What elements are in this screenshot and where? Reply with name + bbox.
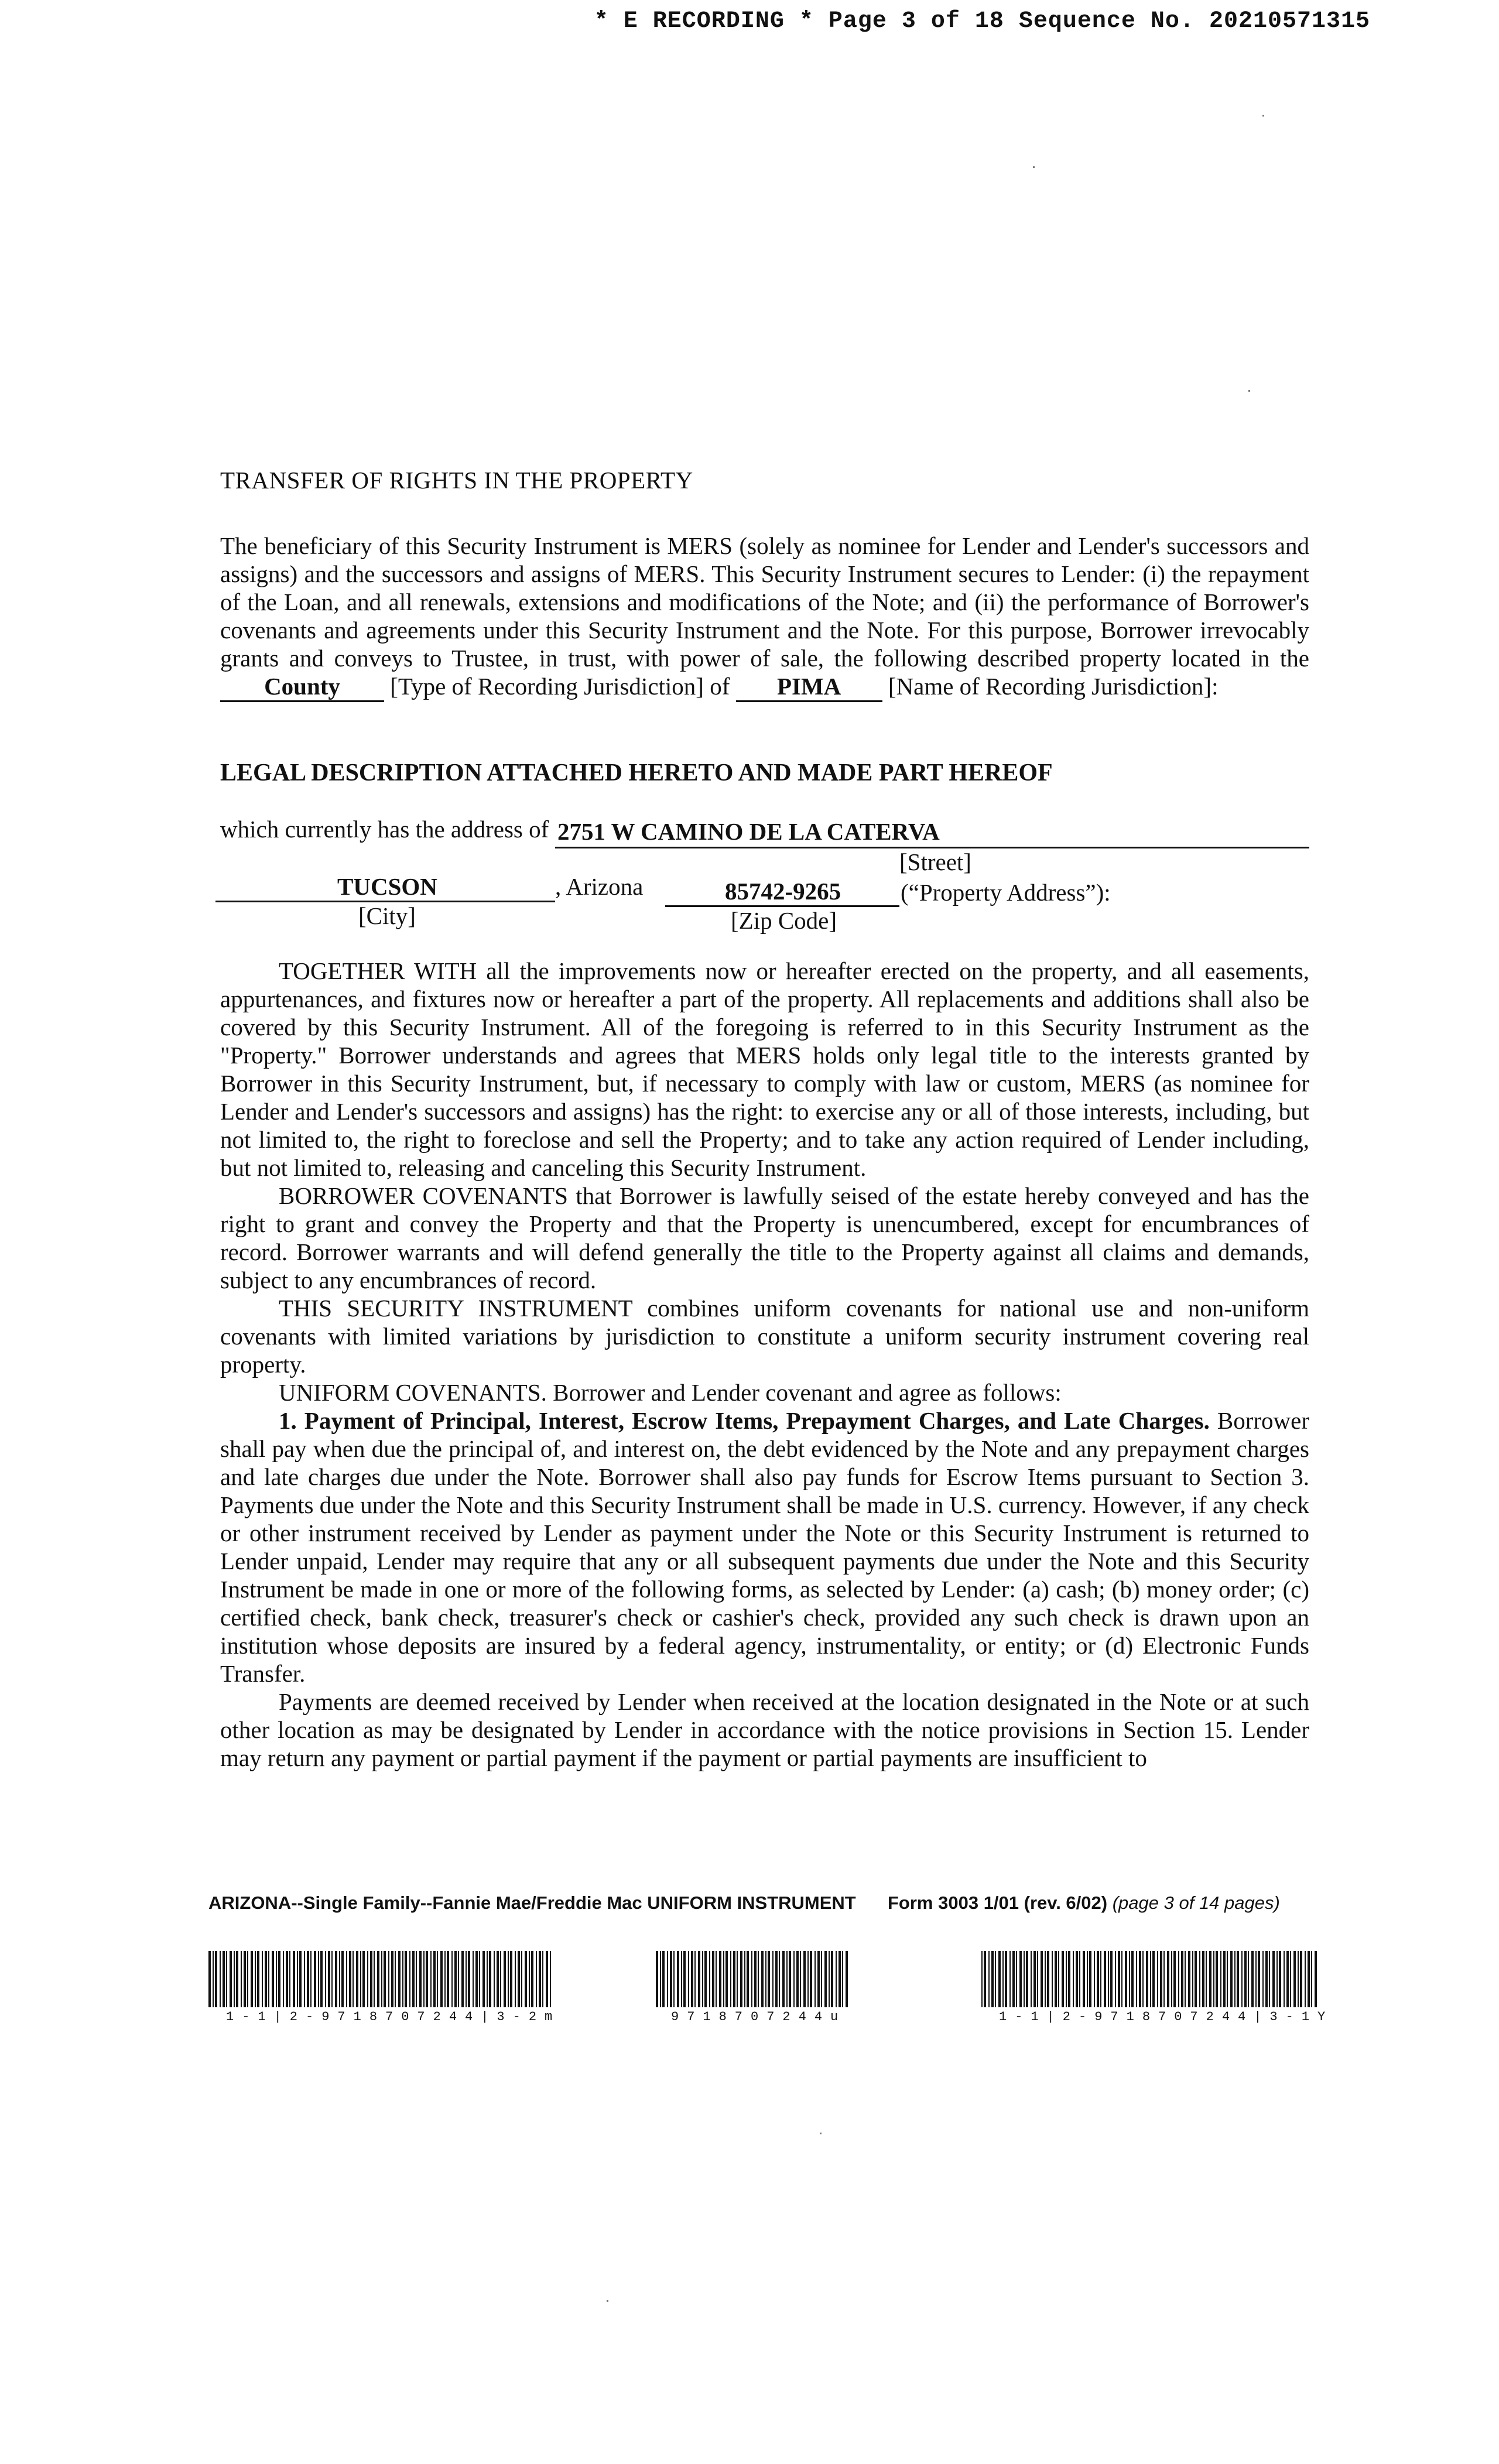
barcode-bar [1255, 1951, 1257, 2007]
barcode-bar [405, 1951, 407, 2007]
barcode-bar [1073, 1951, 1074, 2007]
barcode-bar [1068, 1951, 1070, 2007]
barcode-bar [677, 1951, 679, 2007]
barcode-bar [223, 1951, 225, 2007]
barcode-bar [789, 1951, 791, 2007]
barcode-bar [255, 1951, 256, 2007]
barcode-bar [440, 1951, 443, 2007]
barcode-bar [398, 1951, 401, 2007]
barcode-bar [1251, 1951, 1254, 2007]
barcode-bar [842, 1951, 843, 2007]
uniform-covenants-paragraph: UNIFORM COVENANTS. Borrower and Lender covenant and agree as follows: [279, 1379, 1062, 1406]
barcode-bar [1066, 1951, 1067, 2007]
barcode-bar [786, 1951, 788, 2007]
city-value: TUCSON [337, 873, 437, 900]
barcode-bar [1269, 1951, 1270, 2007]
barcode-bar [286, 1951, 288, 2007]
barcode-bar [1052, 1951, 1053, 2007]
barcode-bar [1244, 1951, 1247, 2007]
barcode-bar [1163, 1951, 1165, 2007]
barcode-bar [1206, 1951, 1207, 2007]
barcode-bar [839, 1951, 841, 2007]
barcode-bar [747, 1951, 749, 2007]
barcode-bar [504, 1951, 506, 2007]
barcode-bar [1115, 1951, 1116, 2007]
barcode-bar [1305, 1951, 1306, 2007]
barcode-bar [546, 1951, 548, 2007]
barcode-bar [1150, 1951, 1151, 2007]
barcode-bar [377, 1951, 379, 2007]
barcode-bar [667, 1951, 668, 2007]
barcode-bar [1202, 1951, 1204, 2007]
barcode-bar [709, 1951, 710, 2007]
barcode-bar [694, 1951, 696, 2007]
payment-paragraph [220, 1406, 1309, 1688]
barcode-bar [730, 1951, 731, 2007]
barcode-bar [1076, 1951, 1078, 2007]
barcode-bar [461, 1951, 464, 2007]
barcode-bar [208, 1951, 211, 2007]
barcode-bar [1308, 1951, 1310, 2007]
barcode-bar [1290, 1951, 1291, 2007]
barcode-bar [1129, 1951, 1130, 2007]
street-value: 2751 W CAMINO DE LA CATERVA [557, 818, 940, 845]
barcode-bar [299, 1951, 302, 2007]
footer-form [888, 1893, 1280, 1914]
barcode-bar [236, 1951, 238, 2007]
barcode-bar [310, 1951, 312, 2007]
barcode-bar [1265, 1951, 1268, 2007]
barcode-bar [1037, 1951, 1038, 2007]
barcode-bar [670, 1951, 672, 2007]
barcode-bar [712, 1951, 714, 2007]
city-label: [City] [358, 902, 416, 929]
barcode-bar [1047, 1951, 1049, 2007]
scan-speck [1248, 390, 1250, 392]
barcode-bar [381, 1951, 382, 2007]
barcode-bar [437, 1951, 438, 2007]
barcode-bar [518, 1951, 520, 2007]
transfer-end: [Name of Recording Jurisdiction]: [888, 673, 1219, 700]
barcode-bar [1121, 1951, 1122, 2007]
barcode-bar [278, 1951, 280, 2007]
scan-speck [1262, 115, 1264, 117]
barcode-bar [500, 1951, 501, 2007]
barcode-bar [1016, 1951, 1017, 2007]
barcode-bar [831, 1951, 833, 2007]
barcode-bar [1118, 1951, 1120, 2007]
barcode-bar [251, 1951, 253, 2007]
barcode-bar [304, 1951, 305, 2007]
barcode-bar [318, 1951, 319, 2007]
barcode-bar [466, 1951, 467, 2007]
barcode-bar [1104, 1951, 1106, 2007]
barcode-bar [391, 1951, 393, 2007]
barcode-bar [846, 1951, 848, 2007]
barcode-bar [451, 1951, 453, 2007]
barcode-bar [529, 1951, 530, 2007]
barcode-bar [1062, 1951, 1064, 2007]
barcode-bar [479, 1951, 480, 2007]
barcode-bar [995, 1951, 996, 2007]
barcode-bar [796, 1951, 799, 2007]
barcode-bar [276, 1951, 277, 2007]
barcode-bar [213, 1951, 214, 2007]
barcode-1 [208, 1951, 554, 2007]
barcode-bar [1188, 1951, 1190, 2007]
barcode-3 [981, 1951, 1317, 2007]
barcode-bar [1167, 1951, 1169, 2007]
barcode-bar [402, 1951, 403, 2007]
barcode-bar [725, 1951, 728, 2007]
barcode-bar [1262, 1951, 1264, 2007]
barcode-bar [1033, 1951, 1036, 2007]
barcode-bar [426, 1951, 428, 2007]
barcode-bar [1079, 1951, 1080, 2007]
barcode-bar [1002, 1951, 1004, 2007]
barcode-bar [1298, 1951, 1299, 2007]
barcode-bar [1097, 1951, 1099, 2007]
barcode-bar [475, 1951, 478, 2007]
barcode-bar [1279, 1951, 1281, 2007]
barcode-bar [1136, 1951, 1137, 2007]
barcode-bar [419, 1951, 422, 2007]
barcode-bar [536, 1951, 537, 2007]
payment-body: Borrower shall pay when due the principal of, and interest on, the debt evidenced by the Note and any prepayment charges and late charges due under the Note. Borrower shall also pay funds for Escrow Items pursuant to Section 3. Payments due under the Note and this Security Instrument shall be made in U.S. currency. However, if any check or other instrument received by Lender as payment under the Note or this Security Instrument is returned to Lender unpaid, Lender may require that any or all subsequent payments due under the Note and this Security Instrument be made in one or more of the following forms, as selected by Lender: (a) cash; (b) money order; (c) certified check, bank check, treasurer's check or cashier's check, provided any such check is drawn upon an institution whose deposits are insured by a federal agency, instrumentality, or entity; or (d) Electronic Funds Transfer. [220, 1407, 1309, 1687]
barcode-bar [683, 1951, 686, 2007]
barcode-bar [497, 1951, 499, 2007]
footer-title: ARIZONA--Single Family--Fannie Mae/Freddie Mac UNIFORM INSTRUMENT [208, 1893, 856, 1913]
barcode-bar [293, 1951, 295, 2007]
barcode-bar [482, 1951, 485, 2007]
barcode-bar [824, 1951, 827, 2007]
barcode-bar [423, 1951, 425, 2007]
barcode-bar [297, 1951, 298, 2007]
barcode-bar [349, 1951, 351, 2007]
barcode-bar [1094, 1951, 1095, 2007]
barcode-bar [241, 1951, 242, 2007]
scan-speck [820, 2133, 822, 2134]
barcode-bar [1199, 1951, 1200, 2007]
barcode-bar [1146, 1951, 1148, 2007]
transfer-paragraph [220, 532, 1309, 702]
zip-label: [Zip Code] [731, 907, 837, 934]
barcode-bar [779, 1951, 780, 2007]
barcode-bar [810, 1951, 812, 2007]
barcode-bar [716, 1951, 717, 2007]
barcode-bar [247, 1951, 248, 2007]
barcode-bar [416, 1951, 417, 2007]
barcode-bar [814, 1951, 816, 2007]
barcode-bar [984, 1951, 986, 2007]
state-text: , Arizona [555, 873, 644, 900]
barcode-bar [733, 1951, 735, 2007]
barcode-bar [1248, 1951, 1249, 2007]
barcode-bar [215, 1951, 217, 2007]
barcode-bar [515, 1951, 516, 2007]
barcode-bar [772, 1951, 774, 2007]
barcode-bar [367, 1951, 368, 2007]
barcode-bar [272, 1951, 274, 2007]
barcode-bar [1209, 1951, 1211, 2007]
barcode-bar [1178, 1951, 1179, 2007]
barcode-bar [1055, 1951, 1057, 2007]
barcode-bar [268, 1951, 269, 2007]
barcode-bar [698, 1951, 700, 2007]
barcode-bar [487, 1951, 488, 2007]
barcode-bar [704, 1951, 707, 2007]
security-instrument-paragraph: THIS SECURITY INSTRUMENT combines uniform covenants for national use and non-uniform covenants with limited variations by jurisdiction to constitute a uniform security instrument covering real property. [220, 1295, 1309, 1378]
borrower-covenants-paragraph: BORROWER COVENANTS that Borrower is lawfully seised of the estate hereby conveyed and has the right to grant and convey the Property and that the Property is unencumbered, except for encumbrances of record. Borrower warrants and will defend generally the title to the Property against all claims and demands, subject to any encumbrances of record. [220, 1182, 1309, 1293]
barcode-bar [1241, 1951, 1243, 2007]
barcode-bar [836, 1951, 837, 2007]
barcode-bar [230, 1951, 232, 2007]
barcode-bar [307, 1951, 309, 2007]
barcode-bar [737, 1951, 738, 2007]
barcode-bar [395, 1951, 396, 2007]
barcode-bar [550, 1951, 551, 2007]
barcode-bar [817, 1951, 820, 2007]
barcode-bar [265, 1951, 267, 2007]
barcode-bar [314, 1951, 316, 2007]
barcode-bar [220, 1951, 221, 2007]
barcode-bar [740, 1951, 742, 2007]
barcode-bar [821, 1951, 822, 2007]
payment-heading: 1. Payment of Principal, Interest, Escrow Items, Prepayment Charges, and Late Charges. [279, 1407, 1210, 1434]
barcode-bar [1300, 1951, 1302, 2007]
barcode-2 [656, 1951, 849, 2007]
barcode-bar [1216, 1951, 1218, 2007]
barcode-bar [289, 1951, 290, 2007]
barcode-bar [793, 1951, 795, 2007]
barcode-2-label: 9718707244u [671, 2010, 847, 2024]
barcode-bar [751, 1951, 752, 2007]
barcode-bar [234, 1951, 235, 2007]
barcode-bar [1258, 1951, 1260, 2007]
barcode-bar [1125, 1951, 1127, 2007]
barcode-bar [1192, 1951, 1193, 2007]
barcode-bar [1234, 1951, 1236, 2007]
barcode-bar [458, 1951, 459, 2007]
barcode-bar [244, 1951, 246, 2007]
barcode-bar [1019, 1951, 1022, 2007]
barcode-bar [1237, 1951, 1239, 2007]
barcode-bar [346, 1951, 347, 2007]
payments-deemed-paragraph: Payments are deemed received by Lender when received at the location designated in the Note or at such other location as may be designated by Lender in accordance with the notice provisions in Section 15. Lender may return any payment or partial payment if the payment or partial payments are insufficient to [220, 1688, 1309, 1771]
barcode-bar [1230, 1951, 1233, 2007]
barcode-bar [370, 1951, 372, 2007]
barcode-bar [1031, 1951, 1032, 2007]
together-paragraph: TOGETHER WITH all the improvements now or hereafter erected on the property, and all easements, appurtenances, and fixtures now or hereafter a part of the property. All replacements and additions shall also be covered by this Security Instrument. All of the foregoing is referred to in this Security Instrument as the "Property." Borrower understands and agrees that MERS holds only legal title to the interests granted by Borrower in this Security Instrument, but, if necessary to comply with law or custom, MERS (as nominee for Lender and Lender's successors and assigns) has the right: to exercise any or all of those interests, including, but not limited to, the right to foreclose and sell the Property; and to take any action required of Lender including, but not limited to, releasing and canceling this Security Instrument. [220, 957, 1309, 1181]
property-address-label: (“Property Address”): [901, 879, 1111, 906]
barcode-bar [335, 1951, 337, 2007]
barcode-bar [1223, 1951, 1226, 2007]
barcode-bar [331, 1951, 333, 2007]
barcode-bar [1185, 1951, 1186, 2007]
barcode-bar [1227, 1951, 1228, 2007]
barcode-bar [320, 1951, 323, 2007]
page-info: (page 3 of 14 pages) [1112, 1893, 1280, 1913]
barcode-bar [681, 1951, 682, 2007]
barcode-bar [1157, 1951, 1158, 2007]
body-paragraphs [220, 957, 1309, 1772]
barcode-bar [775, 1951, 778, 2007]
barcode-bar [1024, 1951, 1025, 2007]
barcode-bar [981, 1951, 983, 2007]
barcode-bar [539, 1951, 541, 2007]
barcode-bar [468, 1951, 470, 2007]
barcode-bar [257, 1951, 259, 2007]
barcode-bar [1100, 1951, 1101, 2007]
barcode-bar [1083, 1951, 1085, 2007]
barcode-bar [803, 1951, 806, 2007]
barcode-bar [1195, 1951, 1197, 2007]
scan-speck [1033, 166, 1035, 168]
barcode-bar [1160, 1951, 1162, 2007]
barcode-bar [1173, 1951, 1176, 2007]
barcode-bar [1041, 1951, 1043, 2007]
barcode-bar [1220, 1951, 1221, 2007]
barcode-bar [782, 1951, 785, 2007]
barcode-bar [1171, 1951, 1172, 2007]
barcode-bar [1293, 1951, 1296, 2007]
barcode-bar [262, 1951, 263, 2007]
barcode-bar [1108, 1951, 1109, 2007]
barcode-bar [1152, 1951, 1155, 2007]
barcode-bar [1131, 1951, 1134, 2007]
address-lead: which currently has the address of [220, 816, 549, 843]
barcode-bar [991, 1951, 994, 2007]
barcode-bar [341, 1951, 344, 2007]
barcode-bar [1142, 1951, 1144, 2007]
zip-value: 85742-9265 [725, 878, 841, 905]
barcode-bar [339, 1951, 340, 2007]
barcode-bar [1058, 1951, 1059, 2007]
recording-header: * E RECORDING * Page 3 of 18 Sequence No. 20210571315 [594, 8, 1370, 35]
barcode-bar [388, 1951, 389, 2007]
jurisdiction-name-field: PIMA [736, 672, 882, 702]
barcode-bar [1005, 1951, 1007, 2007]
barcode-bar [1276, 1951, 1278, 2007]
transfer-text: The beneficiary of this Security Instrument is MERS (solely as nominee for Lender and Lender's successors and assigns) and the successors and assigns of MERS. This Security Instrument secures to Lender: (i) the repayment of the Loan, and all renewals, extensions and modifications of the Note; and (ii) the performance of Borrower's covenants and agreements under this Security Instrument and the Note. For this purpose, Borrower irrevocably grants and conveys to Trustee, in trust, with power of sale, the following described property located in the [220, 532, 1309, 672]
barcode-bar [1026, 1951, 1028, 2007]
barcode-bar [1284, 1951, 1285, 2007]
barcode-bar [1045, 1951, 1046, 2007]
barcode-bar [1181, 1951, 1183, 2007]
barcode-bar [489, 1951, 491, 2007]
barcode-bar [1315, 1951, 1317, 2007]
barcode-bar [1110, 1951, 1113, 2007]
form-number: Form 3003 1/01 (rev. 6/02) [888, 1893, 1108, 1913]
barcode-bar [473, 1951, 474, 2007]
barcode-bar [988, 1951, 990, 2007]
jurisdiction-type-field: County [220, 672, 384, 702]
barcode-1-label: 1-1|2-9718707244|3-2m [226, 2010, 561, 2024]
barcode-bar [325, 1951, 326, 2007]
barcode-bar [1009, 1951, 1011, 2007]
barcode-bar [412, 1951, 415, 2007]
barcode-bar [723, 1951, 724, 2007]
barcode-bar [356, 1951, 358, 2007]
barcode-bar [702, 1951, 703, 2007]
barcode-bar [656, 1951, 658, 2007]
transfer-middle: [Type of Recording Jurisdiction] of [390, 673, 730, 700]
barcode-bar [447, 1951, 449, 2007]
barcode-bar [360, 1951, 361, 2007]
barcode-bar [521, 1951, 522, 2007]
barcode-bar [761, 1951, 764, 2007]
barcode-bar [510, 1951, 512, 2007]
barcode-bar [673, 1951, 675, 2007]
barcode-bar [765, 1951, 766, 2007]
barcode-bar [1087, 1951, 1088, 2007]
barcode-bar [444, 1951, 446, 2007]
scan-speck [607, 2300, 608, 2302]
barcode-bar [660, 1951, 661, 2007]
barcode-bar [494, 1951, 495, 2007]
barcode-bar [362, 1951, 365, 2007]
barcode-bar [807, 1951, 809, 2007]
barcode-bar [1089, 1951, 1091, 2007]
barcode-bar [688, 1951, 689, 2007]
barcode-bar [430, 1951, 432, 2007]
barcode-bar [744, 1951, 745, 2007]
barcode-bar [374, 1951, 375, 2007]
barcode-bar [352, 1951, 354, 2007]
barcode-bar [800, 1951, 801, 2007]
barcode-bar [1213, 1951, 1214, 2007]
barcode-bar [1286, 1951, 1289, 2007]
barcode-bar [719, 1951, 721, 2007]
barcode-bar [768, 1951, 770, 2007]
barcode-bar [542, 1951, 543, 2007]
barcode-bar [328, 1951, 330, 2007]
barcode-bar [829, 1951, 830, 2007]
barcode-3-label: 1-1|2-9718707244|3-1Y [999, 2010, 1334, 2024]
barcode-bar [226, 1951, 227, 2007]
barcode-bar [1272, 1951, 1275, 2007]
legal-description: LEGAL DESCRIPTION ATTACHED HERETO AND MADE PART HEREOF [220, 759, 1053, 786]
barcode-bar [409, 1951, 410, 2007]
barcode-bar [1139, 1951, 1141, 2007]
barcode-bar [758, 1951, 759, 2007]
barcode-bar [454, 1951, 457, 2007]
barcode-bar [662, 1951, 665, 2007]
barcode-bar [1012, 1951, 1015, 2007]
barcode-bar [433, 1951, 436, 2007]
barcode-bar [531, 1951, 533, 2007]
barcode-bar [1311, 1951, 1312, 2007]
section-title: TRANSFER OF RIGHTS IN THE PROPERTY [220, 467, 693, 494]
barcode-bar [754, 1951, 757, 2007]
barcode-bar [384, 1951, 386, 2007]
barcode-bar [525, 1951, 527, 2007]
barcode-bar [998, 1951, 1001, 2007]
street-label: [Street] [899, 848, 971, 875]
barcode-bar [508, 1951, 509, 2007]
barcode-bar [691, 1951, 693, 2007]
barcode-bar [283, 1951, 284, 2007]
